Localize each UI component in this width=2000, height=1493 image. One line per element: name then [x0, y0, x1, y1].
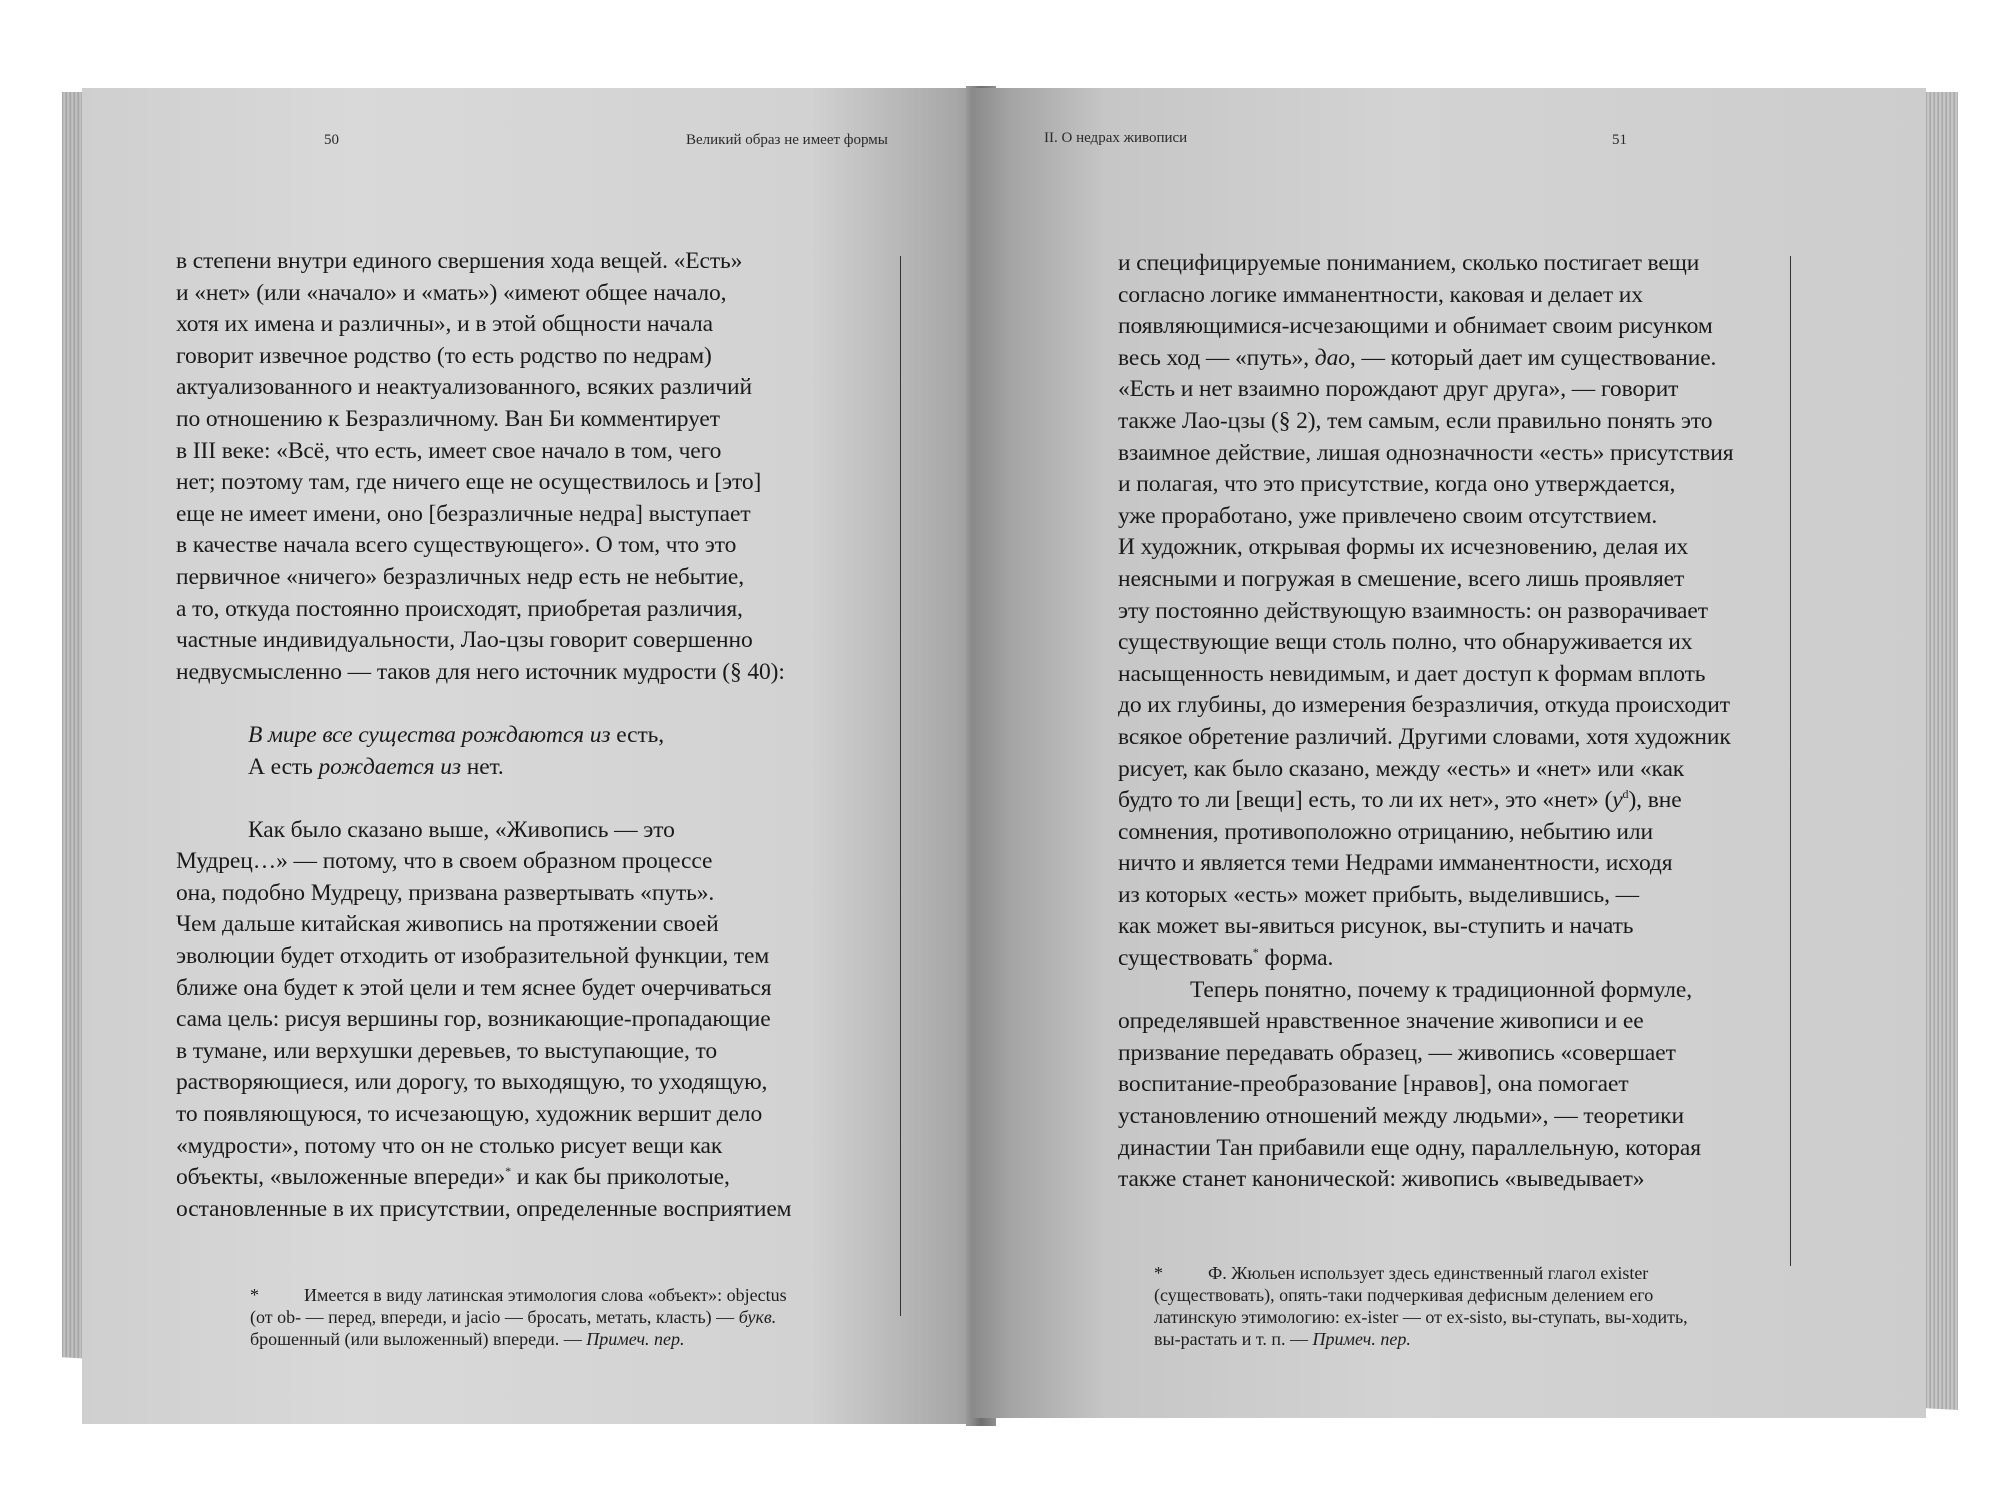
text-line: говорит извечное родство (то есть родство по недрам): [176, 342, 712, 369]
text-line: и специфицируемые пониманием, сколько постигает вещи: [1118, 250, 1700, 276]
text-line: появляющимися-исчезающими и обнимает своим рисунком: [1118, 313, 1713, 340]
running-head: Великий образ не имеет формы: [686, 132, 888, 148]
text-line: как может вы-явиться рисунок, вы-ступить и начать: [1118, 913, 1634, 940]
text-line: определявшей нравственное значение живописи и ее: [1118, 1008, 1644, 1035]
text-line: неясными и погружая в смешение, всего лишь проявляет: [1118, 565, 1685, 592]
text-line: рисует, как было сказано, между «есть» и «нет» или «как: [1118, 755, 1685, 782]
text-line: «Есть и нет взаимно порождают друг друга», — говорит: [1118, 376, 1679, 403]
text-line: Как было сказано выше, «Живопись — это: [248, 816, 675, 843]
text-line: остановленные в их присутствии, определенные восприятием: [176, 1195, 792, 1222]
text-line: сомнения, противоположно отрицанию, небытию или: [1118, 818, 1653, 845]
verse-line: В мире все существа рождаются из есть,: [248, 721, 665, 748]
running-head: II. О недрах живописи: [1044, 130, 1188, 146]
text-line: частные индивидуальности, Лао-цзы говорит совершенно: [176, 627, 753, 654]
text-line: призвание передавать образец, — живопись «совершает: [1118, 1039, 1676, 1066]
page-number: 51: [1612, 132, 1627, 148]
text-line: ближе она будет к этой цели и тем яснее будет очерчиваться: [176, 974, 772, 1001]
text-line: согласно логике имманентности, каковая и делает их: [1118, 281, 1643, 308]
text-line: династии Тан прибавили еще одну, параллельную, которая: [1118, 1134, 1701, 1161]
text-line: эту постоянно действующую взаимность: он разворачивает: [1118, 597, 1708, 624]
verse-line: А есть рождается из нет.: [248, 753, 504, 780]
text-line: эволюции будет отходить от изобразительной функции, тем: [176, 943, 770, 970]
text-line: в качестве начала всего существующего». О том, что это: [176, 532, 737, 559]
text-line: в III веке: «Всё, что есть, имеет свое начало в том, чего: [176, 437, 722, 464]
text-line: взаимное действие, лишая однозначности «есть» присутствия: [1118, 439, 1734, 466]
text-line: существовать* форма.: [1118, 945, 1334, 972]
left-page: [82, 88, 992, 1424]
text-line: также станет канонической: живопись «выведывает»: [1118, 1166, 1645, 1193]
text-line: Теперь понятно, почему к традиционной формуле,: [1190, 976, 1692, 1003]
footnote-marker: *: [1154, 1263, 1163, 1283]
text-line: первичное «ничего» безразличных недр есть не небытие,: [176, 563, 745, 590]
text-line: по отношению к Безразличному. Ван Би комментирует: [176, 405, 720, 432]
text-line: а то, откуда постоянно происходят, приобретая различия,: [176, 595, 743, 622]
text-line: из которых «есть» может прибыть, выделившись, —: [1118, 881, 1640, 908]
text-line: воспитание-преобразование [нравов], она помогает: [1118, 1071, 1629, 1098]
text-line: существующие вещи столь полно, что обнаруживается их: [1118, 629, 1693, 656]
text-line: Чем дальше китайская живопись на протяжении своей: [176, 911, 719, 938]
text-line: недвусмысленно — таков для него источник мудрости (§ 40):: [176, 658, 785, 685]
text-line: Мудрец…» — потому, что в своем образном процессе: [176, 848, 713, 875]
text-line: уже проработано, уже привлечено своим отсутствием.: [1118, 502, 1658, 529]
text-line: сама цель: рисуя вершины гор, возникающие-пропадающие: [176, 1006, 771, 1033]
body-text: [1118, 248, 1733, 1196]
text-line: насыщенность невидимым, и дает доступ к формам вплоть: [1118, 660, 1706, 687]
footnote: * Ф. Жюльен использует здесь единственный глагол exister (существовать), опять-таки подчеркивая дефисным делением его латинскую этимологию: ex-ister — от ex-sisto, вы-ступать, вы-ходить, вы-растать и т. п. — Примеч. пер.: [1154, 1263, 1688, 1349]
text-line: в степени внутри единого свершения хода вещей. «Есть»: [176, 248, 743, 274]
text-line: «мудрости», потому что он не столько рисует вещи как: [176, 1132, 723, 1159]
text-line: всякое обретение различий. Другими словами, хотя художник: [1118, 723, 1731, 750]
text-line: до их глубины, до измерения безразличия, откуда происходит: [1118, 692, 1730, 719]
text-line: и «нет» (или «начало» и «мать») «имеют общее начало,: [176, 279, 727, 306]
text-line: будто то ли [вещи] есть, то ли их нет», это «нет» $(у^d)$, вне: [1118, 787, 1682, 814]
text-line: И художник, открывая формы их исчезновению, делая их: [1118, 534, 1689, 561]
body-text: [176, 246, 791, 1225]
text-line: объекты, «выложенные впереди»* и как бы приколотые,: [176, 1164, 730, 1191]
text-line: в тумане, или верхушки деревьев, то выступающие, то: [176, 1037, 718, 1064]
column-rule: [1790, 256, 1791, 1266]
text-line: установлению отношений между людьми», — теоретики: [1118, 1103, 1684, 1130]
text-line: она, подобно Мудрецу, призвана развертывать «путь».: [176, 879, 715, 906]
page-number: 50: [324, 132, 339, 148]
text-line: ничто и является теми Недрами имманентности, исходя: [1118, 850, 1673, 877]
text-line: также Лао-цзы (§ 2), тем самым, если правильно понять это: [1118, 407, 1713, 434]
footnote: * Имеется в виду латинская этимология слова «объект»: objectus (от ob- — перед, впереди, и jacio — бросать, метать, класть) — букв. брошенный (или выложенный) впереди. — Примеч. пер.: [250, 1285, 787, 1349]
text-line: и полагая, что это присутствие, когда оно утверждается,: [1118, 471, 1676, 498]
text-line: актуализованного и неактуализованного, всяких различий: [176, 374, 752, 401]
text-line: растворяющиеся, или дорогу, то выходящую, то уходящую,: [176, 1069, 768, 1096]
text-line: то появляющуюся, то исчезающую, художник вершит дело: [176, 1101, 763, 1128]
text-line: хотя их имена и различны», и в этой общности начала: [176, 311, 713, 338]
text-line: еще не имеет имени, оно [безразличные недра] выступает: [176, 500, 751, 527]
text-line: нет; поэтому там, где ничего еще не осуществилось и [это]: [176, 469, 762, 496]
column-rule: [900, 256, 901, 1316]
text-line: весь ход — «путь», дао, — который дает им существование.: [1118, 344, 1717, 371]
right-page: [972, 88, 1926, 1418]
footnote-marker: *: [250, 1285, 259, 1305]
